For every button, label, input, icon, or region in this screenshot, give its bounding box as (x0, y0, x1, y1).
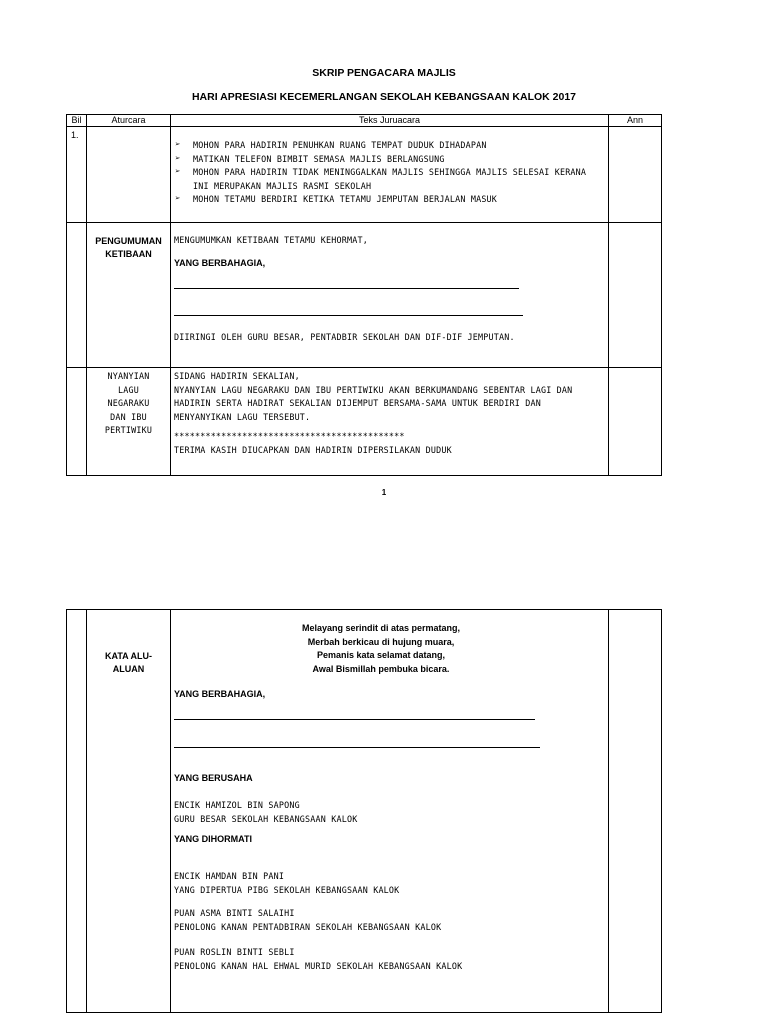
row1-bil: 1. (67, 127, 87, 223)
arrow-bullet-icon: ➢ (175, 153, 181, 164)
blank-line (174, 719, 535, 720)
guest-entry: ENCIK HAMDAN BIN PANI YANG DIPERTUA PIBG SEKOLAH KEBANGSAAN KALOK (174, 871, 400, 895)
script-table (66, 114, 662, 476)
row2-aturcara: PENGUMUMAN KETIBAAN (87, 223, 171, 368)
row2-teks (171, 223, 609, 368)
script-table-page2 (66, 609, 662, 1013)
closing-line: DIIRINGI OLEH GURU BESAR, PENTADBIR SEKOLAH DAN DIF-DIF JEMPUTAN. (174, 332, 515, 342)
blank-line (174, 288, 519, 289)
p2-ann (609, 610, 662, 1013)
row3-ann (609, 368, 662, 476)
page-number: 1 (381, 488, 387, 497)
pantun: Melayang serindit di atas permatang, Merbah berkicau di hujung muara, Pemanis kata selamat datang, Awal Bismillah pembuka bicara. (301, 623, 461, 674)
section-dihormati: YANG DIHORMATI (174, 834, 253, 844)
document-title: SKRIP PENGACARA MAJLIS (312, 67, 456, 79)
arrow-bullet-icon: ➢ (175, 194, 181, 204)
blank-line (174, 315, 523, 316)
blank-line (174, 747, 540, 748)
row1-ann (609, 127, 662, 223)
row3-bil (67, 368, 87, 476)
guest-entry: ENCIK HAMIZOL BIN SAPONG GURU BESAR SEKOLAH KEBANGSAAN KALOK (174, 800, 358, 824)
p2-bil (67, 610, 87, 1013)
table-row (67, 610, 662, 1013)
header-teks-juruacara: Teks Juruacara (171, 115, 609, 127)
bullet-item: ➢ MOHON TETAMU BERDIRI KETIKA TETAMU JEMPUTAN BERJALAN MASUK (175, 193, 608, 207)
row2-ann (609, 223, 662, 368)
document-subtitle: HARI APRESIASI KECEMERLANGAN SEKOLAH KEBANGSAAN KALOK 2017 (191, 91, 577, 103)
row3-teks: SIDANG HADIRIN SEKALIAN, NYANYIAN LAGU NEGARAKU DAN IBU PERTIWIKU AKAN BERKUMANDANG SEBENTAR LAGI DAN HADIRIN SERTA HADIRAT SEKALIAN DIJEMPUT BERSAMA-SAMA UNTUK BERDIRI DAN MENYANYIKAN LAGU TERSEBUT. ******************************************** TERIMA KASIH DIUCAPKAN DAN HADIRIN DIPERSILAKAN DUDUK (171, 368, 609, 476)
table-header-row (67, 115, 662, 127)
guest-entry: PUAN ROSLIN BINTI SEBLI PENOLONG KANAN HAL EHWAL MURID SEKOLAH KEBANGSAAN KALOK (174, 947, 463, 971)
header-bil: Bil (67, 115, 87, 127)
row2-bil (67, 223, 87, 368)
table-row (67, 127, 662, 223)
bullet-item: ➢ MOHON PARA HADIRIN TIDAK MENINGGALKAN MAJLIS SEHINGGA MAJLIS SELESAI KERANA (175, 166, 608, 180)
row1-aturcara (87, 127, 171, 223)
arrow-bullet-icon: ➢ (175, 140, 181, 150)
bullet-continuation: INI MERUPAKAN MAJLIS RASMI SEKOLAH (193, 180, 372, 191)
header-ann: Ann (609, 115, 662, 127)
row3-aturcara: NYANYIAN LAGU NEGARAKU DAN IBU PERTIWIKU (87, 368, 171, 476)
announcement-line: MENGUMUMKAN KETIBAAN TETAMU KEHORMAT, (174, 235, 368, 245)
section-berusaha: YANG BERUSAHA (174, 773, 253, 783)
p2-aturcara: KATA ALU- ALUAN (87, 610, 171, 1013)
separator-stars: ******************************************** (174, 431, 405, 441)
bullet-item: ➢ MOHON PARA HADIRIN PENUHKAN RUANG TEMPAT DUDUK DIHADAPAN (175, 139, 608, 153)
header-aturcara: Aturcara (87, 115, 171, 127)
salutation: YANG BERBAHAGIA, (174, 258, 266, 268)
row1-teks (171, 127, 609, 223)
p2-teks (171, 610, 609, 1013)
guest-entry: PUAN ASMA BINTI SALAIHI PENOLONG KANAN PENTADBIRAN SEKOLAH KEBANGSAAN KALOK (174, 908, 442, 932)
bullet-item: ➢ MATIKAN TELEFON BIMBIT SEMASA MAJLIS BERLANGSUNG (175, 153, 608, 167)
table-row (67, 368, 662, 476)
table-row (67, 223, 662, 368)
salutation: YANG BERBAHAGIA, (174, 689, 266, 699)
arrow-bullet-icon: ➢ (175, 167, 181, 177)
